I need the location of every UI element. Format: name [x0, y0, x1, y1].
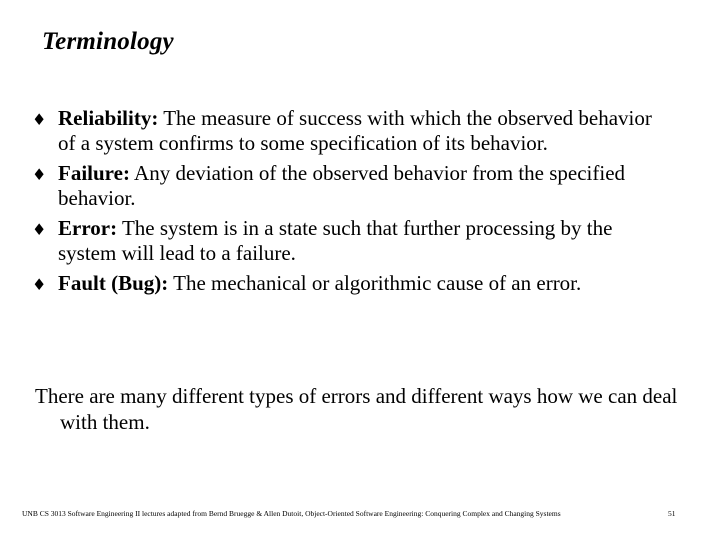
slide-title: Terminology — [42, 28, 174, 55]
definition-failure: Any deviation of the observed behavior from the specified behavior. — [58, 161, 626, 210]
bullet-list — [32, 106, 673, 301]
definition-fault: The mechanical or algorithmic cause of an error. — [173, 271, 582, 295]
diamond-bullet-icon: ♦ — [32, 110, 47, 129]
term-failure: Failure: — [58, 161, 130, 185]
bullet-item-error — [32, 216, 673, 266]
bullet-item-fault — [32, 271, 673, 296]
footer-credit: UNB CS 3013 Software Engineering II lectures adapted from Bernd Bruegge & Allen Dutoit, Object-Oriented Software Engineering: Conquering Complex and Changing Systems — [22, 509, 561, 518]
definition-error: The system is in a state such that further processing by the system will lead to a failure. — [58, 216, 613, 265]
bullet-item-reliability — [32, 106, 673, 156]
summary-paragraph: There are many different types of errors and different ways how we can deal with them. — [35, 384, 678, 434]
diamond-bullet-icon: ♦ — [32, 220, 47, 239]
page-number: 51 — [668, 509, 676, 518]
term-error: Error: — [58, 216, 118, 240]
term-fault: Fault (Bug): — [58, 271, 169, 295]
term-reliability: Reliability: — [58, 106, 159, 130]
bullet-item-failure — [32, 161, 673, 211]
diamond-bullet-icon: ♦ — [32, 165, 47, 184]
definition-reliability: The measure of success with which the observed behavior of a system confirms to some specification of its behavior. — [58, 106, 652, 155]
diamond-bullet-icon: ♦ — [32, 275, 47, 294]
